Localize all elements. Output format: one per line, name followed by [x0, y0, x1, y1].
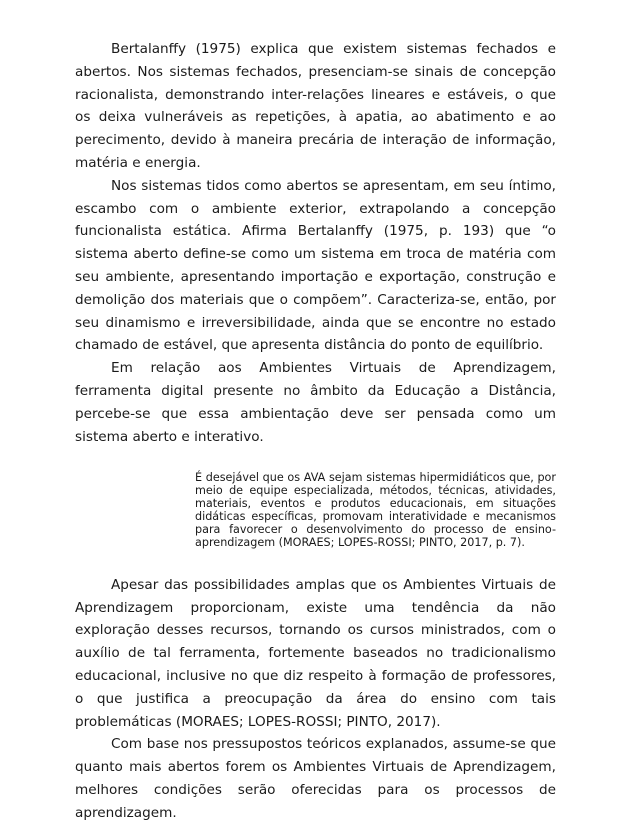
block-quote: É desejável que os AVA sejam sistemas hipermidiáticos que, por meio de equipe especializada, métodos, técnicas, atividades, materiais, eventos e produtos educacionais, em situações didáticas específicas, promovam interatividade e mecanismos para favorecer o desenvolvimento do processo de ensino-aprendizagem (MORAES; LOPES-ROSSI; PINTO, 2017, p. 7).: [195, 471, 556, 549]
paragraph-possibilities: Apesar das possibilidades amplas que os Ambientes Virtuais de Aprendizagem proporcionam, existe uma tendência da não exploração desses recursos, tornando os cursos ministrados, com o auxílio de tal ferramenta, fortemente baseados no tradicionalismo educacional, inclusive no que diz respeito à formação de professores, o que justifica a preocupação da área do ensino com tais problemáticas (MORAES; LOPES-ROSSI; PINTO, 2017).: [75, 576, 556, 730]
document-page: [75, 38, 556, 825]
paragraph-open-systems: Nos sistemas tidos como abertos se apresentam, em seu íntimo, escambo com o ambiente exterior, extrapolando a concepção funcionalista estática. Afirma Bertalanffy (1975, p. 193) que “o sistema aberto define-se como um sistema em troca de matéria com seu ambiente, apresentando importação e exportação, construção e demolição dos materiais que o compõem”. Caracteriza-se, então, por seu dinamismo e irreversibilidade, ainda que se encontre no estado chamado de estável, que apresenta distância do ponto de equilíbrio.: [75, 177, 556, 354]
paragraph-conclusion: Com base nos pressupostos teóricos explanados, assume-se que quanto mais abertos forem os Ambientes Virtuais de Aprendizagem, melhores condições serão oferecidas para os processos de aprendizagem.: [75, 736, 556, 821]
paragraph-bertalanffy-systems: Bertalanffy (1975) explica que existem sistemas fechados e abertos. Nos sistemas fechados, presenciam-se sinais de concepção racionalista, demonstrando inter-relações lineares e estáveis, o que os deixa vulneráveis as repetições, à apatia, ao abatimento e ao perecimento, devido à maneira precária de interação de informação, matéria e energia.: [75, 41, 556, 171]
paragraph-virtual-environments: Em relação aos Ambientes Virtuais de Aprendizagem, ferramenta digital presente no âmbito da Educação a Distância, percebe-se que essa ambientação deve ser pensada como um sistema aberto e interativo.: [75, 360, 556, 445]
